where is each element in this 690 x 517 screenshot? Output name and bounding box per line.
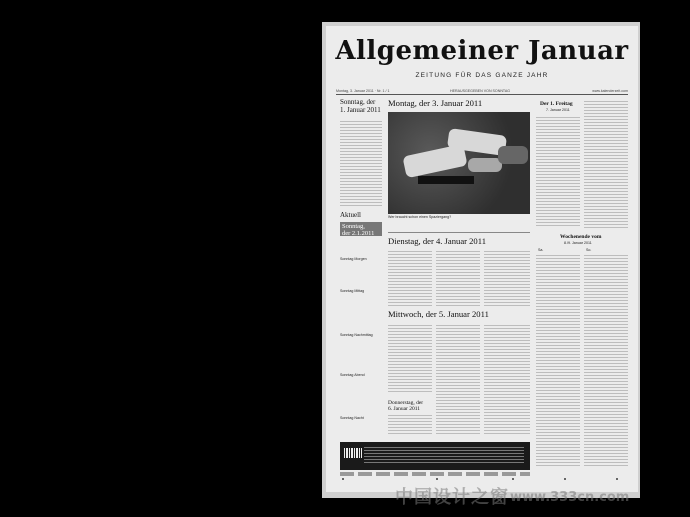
page-marker: [512, 478, 514, 480]
headline-mittwoch: Mittwoch, der 5. Januar 2011: [388, 309, 489, 319]
section-rule: [388, 232, 530, 233]
footer-bar: [340, 442, 530, 470]
column-label-sa: Sa.: [538, 248, 544, 252]
masthead: Allgemeiner Januar: [335, 36, 629, 66]
article-column: [536, 116, 580, 228]
page-marker: [342, 478, 344, 480]
website-info: www.kalenderzeit.com: [592, 89, 628, 93]
article-column: [584, 100, 628, 228]
page-marker: [616, 478, 618, 480]
sidebar-date-heading: Sonntag, der 1. Januar 2011: [340, 98, 381, 114]
footer-text-lines: [364, 445, 524, 465]
photo-caption: Wer braucht schon einen Spaziergang?: [388, 215, 452, 219]
headline-freitag: Der 1. Freitag: [540, 101, 573, 107]
article-column: [436, 250, 480, 306]
sidebar-section: Sonntag Abend: [340, 373, 365, 377]
masthead-rule: [336, 94, 628, 95]
sidebar-section: Sonntag Mittag: [340, 289, 365, 293]
article-column: [484, 250, 530, 306]
article-column: [536, 254, 580, 466]
sidebar-section: Sonntag Nacht: [340, 416, 364, 420]
wochenende-date: 8./9. Januar 2011: [564, 241, 592, 245]
article-column: [436, 324, 480, 434]
sidebar-section: Sonntag Nachmittag: [340, 333, 373, 337]
headline-wochenende: Wochenende vom: [560, 234, 602, 240]
article-column: [388, 414, 432, 436]
barcode-icon: [344, 448, 362, 458]
sidebar-text-block: [340, 120, 382, 206]
headline-dienstag: Dienstag, der 4. Januar 2011: [388, 236, 487, 246]
article-column: [584, 254, 628, 466]
sidebar-highlight: Sonntag, der 2.1.2011: [340, 222, 382, 236]
sidebar-aktuell: Aktuell: [340, 211, 361, 219]
freitag-date: 7. Januar 2011: [546, 108, 570, 112]
footer-strip: [340, 472, 530, 476]
newspaper-page: [326, 26, 638, 492]
article-column: [484, 324, 530, 434]
publisher-info: HERAUSGEGEBEN VON SONNTAG: [450, 89, 511, 93]
masthead-subtitle: ZEITUNG FÜR DAS GANZE JAHR: [415, 72, 549, 79]
page-marker: [564, 478, 566, 480]
headline-montag: Montag, der 3. Januar 2011: [388, 98, 483, 108]
article-column: [388, 250, 432, 306]
sidebar-section: Sonntag Morgen: [340, 257, 367, 261]
column-label-so: So.: [586, 248, 592, 252]
lead-photo: [388, 112, 530, 214]
page-marker: [436, 478, 438, 480]
article-column: [388, 324, 432, 394]
headline-donnerstag: Donnerstag, der 6. Januar 2011: [388, 400, 424, 412]
issue-info: Montag, 3. Januar 2011 · Nr. 1 / 1: [336, 89, 390, 93]
watermark-text: 中国设计之窗: [395, 487, 509, 508]
watermark-url: www.333cn.com: [510, 490, 630, 505]
